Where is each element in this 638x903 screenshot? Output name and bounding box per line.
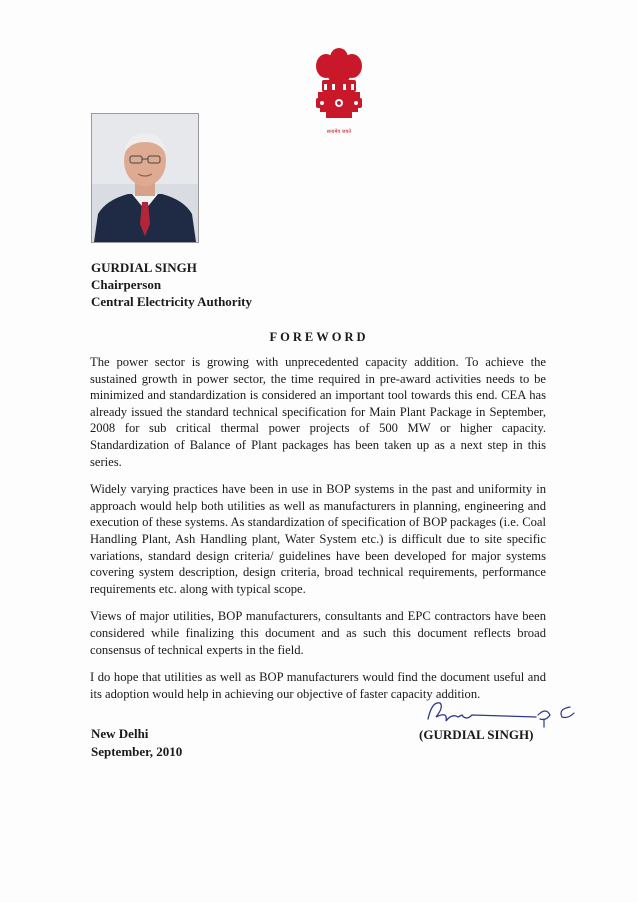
- paragraph: The power sector is growing with unprecedented capacity addition. To achieve the sustained growth in power sector, the time required in pre-award activities needs to be minimized and standardization is considered an important tool towards this end. CEA has already issued the standard technical specification for Main Plant Package in September, 2008 for sub critical thermal power projects of 500 MW or higher capacity. Standardization of Balance of Plant packages has been taken up as a next step in this series.: [90, 355, 546, 469]
- national-emblem: [301, 46, 377, 146]
- date: September, 2010: [91, 744, 183, 759]
- chairperson-photo: [91, 113, 199, 243]
- paragraph: Widely varying practices have been in use in BOP systems in the past and uniformity in approach would help both utilities as well as manufacturers in planning, engineering and execution of these systems. As standardization of specification of BOP packages (i.e. Coal Handling Plant, Ash Handling plant, Water System etc.) is difficult due to site specific variations, standard design criteria/ guidelines have been developed for major systems covering system description, design criteria, broad technical requirements, performance requirements etc. along with typical scope.: [90, 482, 546, 596]
- signatory-designation: Chairperson: [91, 277, 162, 292]
- lion-capital-icon: [308, 46, 370, 128]
- paragraph: I do hope that utilities as well as BOP manufacturers would find the document useful and its adoption would help in achieving our objective of faster capacity addition.: [90, 670, 546, 701]
- foreword-body: [90, 354, 546, 713]
- paragraph: Views of major utilities, BOP manufacturers, consultants and EPC contractors have been considered while finalizing this document and as such this document reflects broad consensus of technical experts in the field.: [90, 609, 546, 657]
- emblem-motto: सत्यमेव जयते: [326, 129, 352, 135]
- signatory-organization: Central Electricity Authority: [91, 294, 253, 309]
- place: New Delhi: [91, 726, 149, 741]
- signatory-name: GURDIAL SINGH: [91, 260, 197, 275]
- page-title: FOREWORD: [269, 330, 369, 344]
- place-date-block: [91, 725, 182, 761]
- signature-name: (GURDIAL SINGH): [419, 727, 534, 742]
- signatory-block: [91, 259, 252, 310]
